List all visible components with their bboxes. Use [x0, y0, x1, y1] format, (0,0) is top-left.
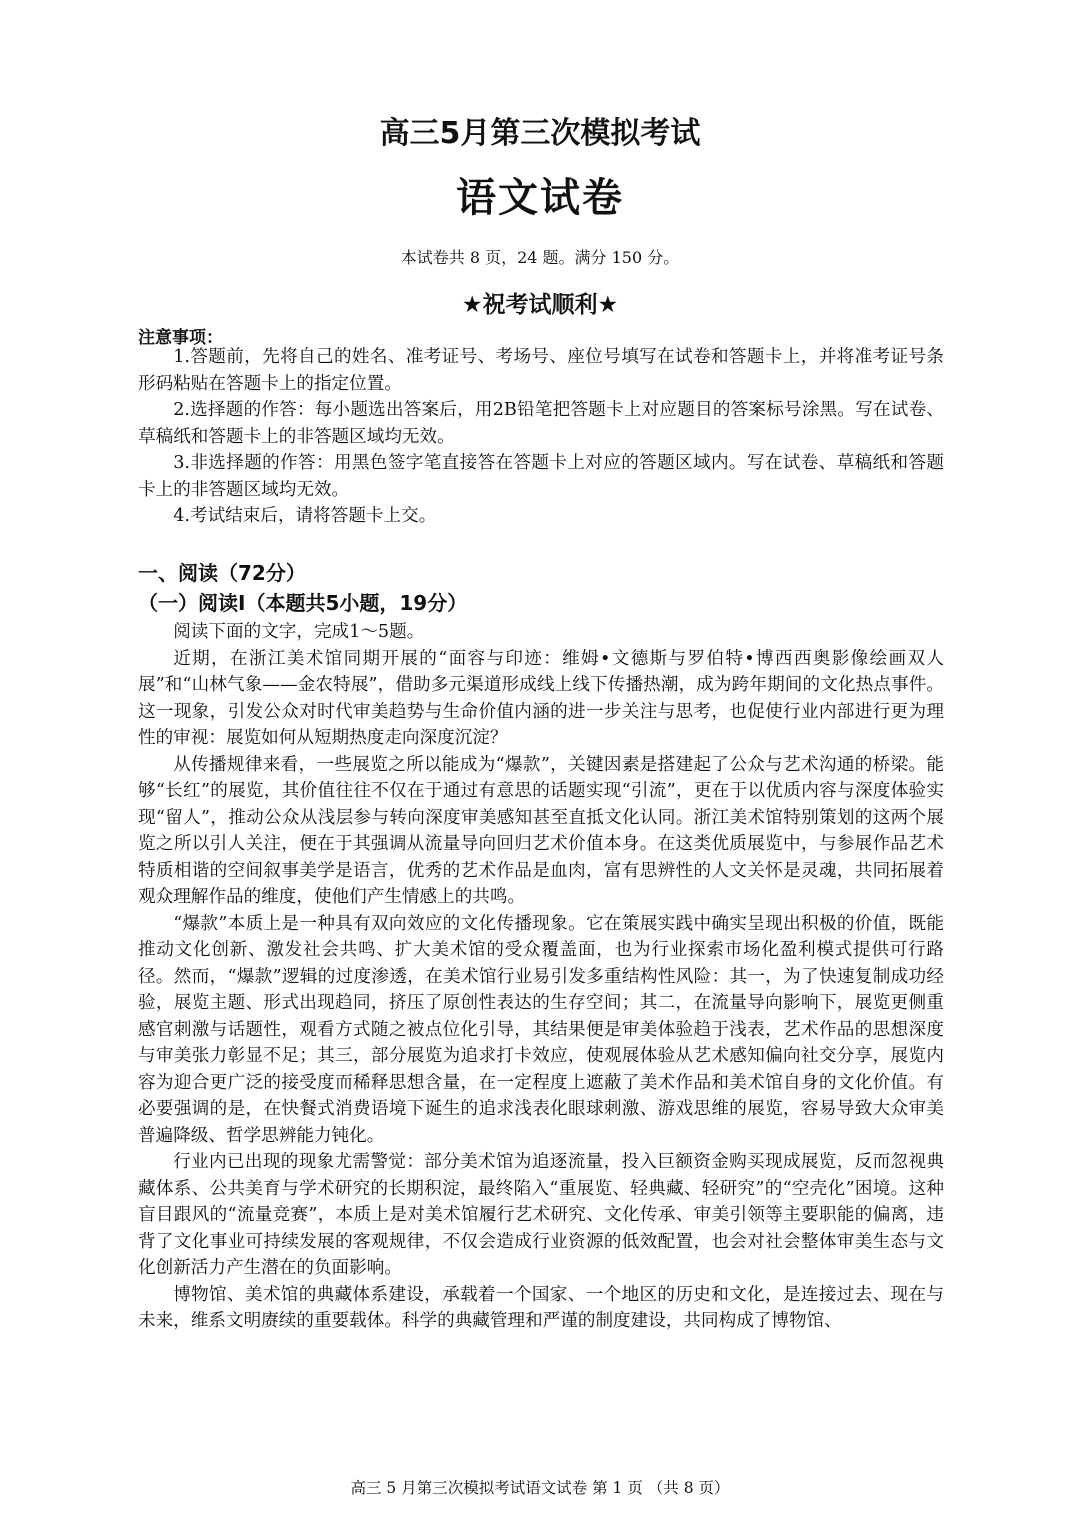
exam-info: 本试卷共 8 页，24 题。满分 150 分。 [400, 248, 680, 267]
notes-heading: 注意事项： [138, 328, 223, 348]
passage-paragraph: “爆款”本质上是一种具有双向效应的文化传播现象。它在策展实践中确实呈现出积极的价值，既能推动文化创新、激发社会共鸣、扩大美术馆的受众覆盖面，也为行业探索市场化盈利模式提供可行路径。然而，“爆款”逻辑的过度渗透，在美术馆行业易引发多重结构性风险：其一，为了快速复制成功经验，展览主题、形式出现趋同，挤压了原创性表达的生存空间；其二，在流量导向影响下，展览更侧重感官刺激与话题性，观看方式随之被点位化引导，其结果便是审美体验趋于浅表，艺术作品的思想深度与审美张力彰显不足；其三，部分展览为追求打卡效应，使观展体验从艺术感知偏向社交分享，展览内容为迎合更广泛的接受度而稀释思想含量，在一定程度上遮蔽了美术作品和美术馆自身的文化价值。有必要强调的是，在快餐式消费语境下诞生的追求浅表化眼球刺激、游戏思维的展览，容易导致大众审美普遍降级、哲学思辨能力钝化。 [138, 913, 944, 1146]
note-item: 4.考试结束后，请将答题卡上交。 [173, 506, 437, 526]
passage-paragraph: 从传播规律来看，一些展览之所以能成为“爆款”，关键因素是搭建起了公众与艺术沟通的桥梁。能够“长红”的展览，其价值往往不仅在于通过有意思的话题实现“引流”，更在于以优质内容与深度体验实现“留人”，推动公众从浅层参与转向深度审美感知甚至直抵文化认同。浙江美术馆特别策划的这两个展览之所以引人关注，便在于其强调从流量导向回归艺术价值本身。在这类优质展览中，与参展作品艺术特质相谐的空间叙事美学是语言，优秀的艺术作品是血肉，富有思辨性的人文关怀是灵魂，共同拓展着观众理解作品的维度，使他们产生情感上的共鸣。 [138, 754, 944, 907]
good-luck-banner: ★祝考试顺利★ [461, 292, 619, 318]
note-item: 1.答题前，先将自己的姓名、准考证号、考场号、座位号填写在试卷和答题卡上，并将准考证号条形码粘贴在答题卡上的指定位置。 [138, 347, 944, 394]
passage-paragraph: 博物馆、美术馆的典藏体系建设，承载着一个国家、一个地区的历史和文化，是连接过去、现在与未来，维系文明赓续的重要载体。科学的典藏管理和严谨的制度建设，共同构成了博物馆、 [138, 1284, 944, 1331]
note-item: 2.选择题的作答：每小题选出答案后，用2B铅笔把答题卡上对应题目的答案标号涂黑。写在试卷、草稿纸和答题卡上的非答题区域均无效。 [138, 400, 944, 447]
note-item: 3.非选择题的作答：用黑色签字笔直接答在答题卡上对应的答题区域内。写在试卷、草稿纸和答题卡上的非答题区域均无效。 [138, 453, 944, 500]
subject-title: 语文试卷 [456, 175, 624, 221]
passage-paragraph: 近期，在浙江美术馆同期开展的“面容与印迹：维姆•文德斯与罗伯特•博西西奥影像绘画双人展”和“山林气象——金农特展”，借助多元渠道形成线上线下传播热潮，成为跨年期间的文化热点事件。这一现象，引发公众对时代审美趋势与生命价值内涵的进一步关注与思考，也促使行业内部进行更为理性的审视：展览如何从短期热度走向深度沉淀？ [138, 648, 944, 748]
section-title: 一、阅读（72分） [138, 561, 306, 585]
page-footer: 高三 5 月第三次模拟考试语文试卷 第 1 页 （共 8 页） [350, 1479, 730, 1497]
notes-list [138, 344, 944, 530]
section-subtitle: （一）阅读Ⅰ（本题共5小题，19分） [138, 591, 468, 615]
exam-title: 高三5月第三次模拟考试 [379, 116, 701, 151]
instruction: 阅读下面的文字，完成1～5题。 [173, 622, 425, 642]
reading-passage [138, 619, 944, 1335]
passage-paragraph: 行业内已出现的现象尤需警觉：部分美术馆为追逐流量，投入巨额资金购买现成展览，反而忽视典藏体系、公共美育与学术研究的长期积淀，最终陷入“重展览、轻典藏、轻研究”的“空壳化”困境。这种盲目跟风的“流量竞赛”，本质上是对美术馆履行艺术研究、文化传承、审美引领等主要职能的偏离，违背了文化事业可持续发展的客观规律，不仅会造成行业资源的低效配置，也会对社会整体审美生态与文化创新活力产生潜在的负面影响。 [138, 1152, 944, 1278]
